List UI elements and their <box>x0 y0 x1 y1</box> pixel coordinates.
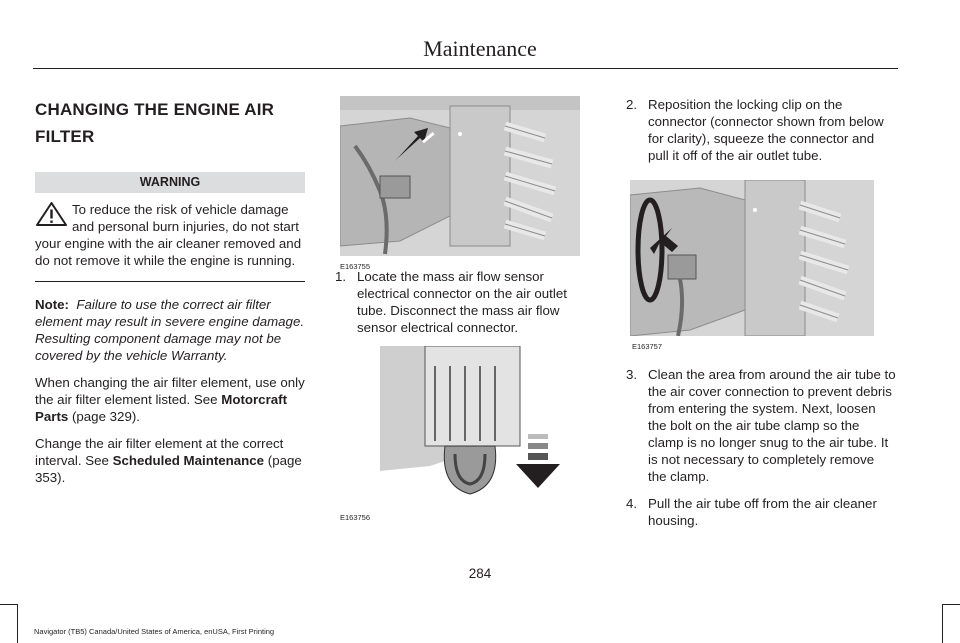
note-text: Failure to use the correct air filter element may result in severe engine damage. Resulting component damage may not be covered by the vehicle Warranty. <box>35 297 305 363</box>
air-tube-illustration-image <box>630 180 874 336</box>
note-label: Note: <box>35 297 69 312</box>
page-header-title: Maintenance <box>423 36 537 61</box>
step-text: Locate the mass air flow sensor electrical connector on the air outlet tube. Disconnect the mass air flow sensor electrical connector. <box>357 269 567 335</box>
column-middle <box>335 96 600 522</box>
step-4 <box>626 495 896 529</box>
step-text: Pull the air tube off from the air cleaner housing. <box>648 496 877 528</box>
motorcraft-parts-link[interactable]: Motorcraft Parts <box>35 392 287 424</box>
header-rule <box>33 68 898 69</box>
step-2 <box>626 96 896 164</box>
crop-mark <box>0 604 18 605</box>
crop-mark <box>942 604 960 605</box>
step-text: Reposition the locking clip on the connector (connector shown from below for clarity), squeeze the connector and pull it off of the air outlet tube. <box>648 97 884 163</box>
crop-mark <box>17 604 18 643</box>
paragraph-text: Change the air filter element at the correct interval. See <box>35 436 284 468</box>
paragraph-text: When changing the air filter element, use only the air filter element listed. See <box>35 375 305 407</box>
section-title-line1: CHANGING THE ENGINE AIR <box>35 100 275 119</box>
column-left <box>35 96 305 496</box>
crop-mark <box>942 604 943 643</box>
warning-label: WARNING <box>35 172 305 193</box>
step-number: 4. <box>626 496 638 511</box>
paragraph-motorcraft <box>35 374 305 425</box>
step-text: Clean the area from around the air tube to the air cover connection to prevent debris from entering the system. Next, loosen the bolt on the air tube clamp so the clamp is no longer snug to the air tube. It is not necessary to completely remove the clamp. <box>648 367 896 484</box>
note-paragraph <box>35 296 305 364</box>
paragraph-text: (page 329). <box>68 409 140 424</box>
figure-id: E163757 <box>632 342 663 351</box>
engine-illustration-image <box>340 96 580 256</box>
column-right <box>626 96 896 539</box>
footer-document-info: Navigator (TB5) Canada/United States of America, enUSA, First Printing <box>34 627 275 636</box>
warning-box <box>35 201 305 282</box>
paragraph-text: (page 353). <box>35 453 302 485</box>
figure-air-outlet-tube <box>630 180 896 366</box>
page-number: 284 <box>468 566 492 581</box>
figure-connector <box>340 346 600 522</box>
paragraph-interval <box>35 435 305 486</box>
section-title <box>35 96 305 150</box>
scheduled-maintenance-link[interactable]: Scheduled Maintenance <box>112 453 265 468</box>
step-1 <box>335 268 600 336</box>
figure-id: E163755 <box>340 262 371 271</box>
connector-illustration-image <box>340 346 580 506</box>
warning-triangle-icon <box>35 201 68 227</box>
warning-text: To reduce the risk of vehicle damage and personal burn injuries, do not start your engine with the air cleaner removed and do not remove it while the engine is running. <box>35 202 302 268</box>
step-number: 2. <box>626 97 638 112</box>
step-number: 3. <box>626 367 638 382</box>
step-number: 1. <box>335 269 347 284</box>
figure-id: E163756 <box>340 513 371 522</box>
section-title-line2: FILTER <box>35 127 95 146</box>
step-3 <box>626 366 896 485</box>
figure-mass-air-flow-sensor <box>340 96 600 271</box>
